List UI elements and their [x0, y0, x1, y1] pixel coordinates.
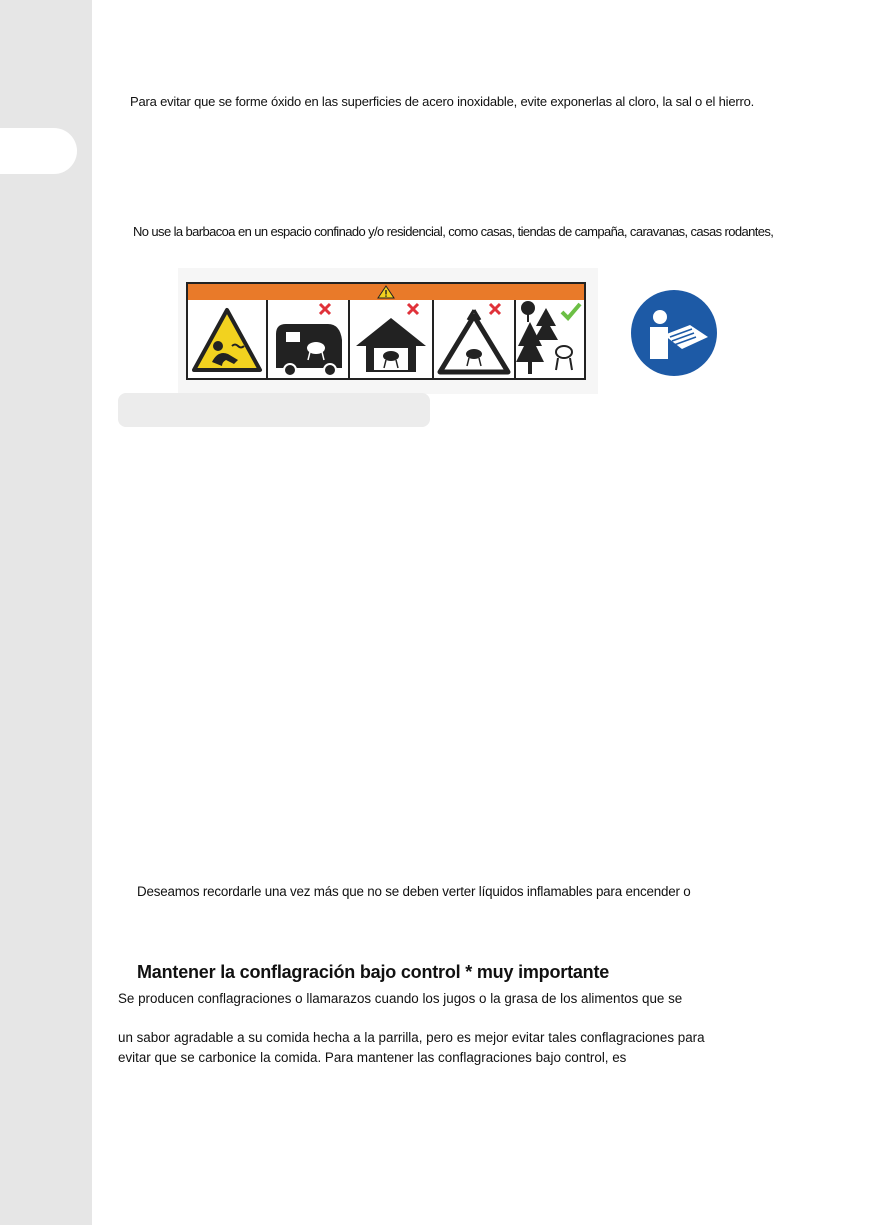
outdoor-ok-icon [516, 300, 584, 378]
gray-label-bar [118, 393, 430, 427]
read-manual-icon [630, 289, 718, 377]
rust-warning-text: Para evitar que se forme óxido en las superficies de acero inoxidable, evite exponerlas al cloro, la sal o el hierro. [130, 94, 755, 109]
section-paragraph-line-3: evitar que se carbonice la comida. Para mantener las conflagraciones bajo control, es [118, 1050, 627, 1065]
safety-sign-panel [178, 268, 598, 394]
flammable-liquids-text: Deseamos recordarle una vez más que no se deben verter líquidos inflamables para encender o [137, 884, 691, 899]
safety-sign [186, 282, 586, 380]
section-heading: Mantener la conflagración bajo control * muy importante [137, 962, 610, 982]
no-house-icon [350, 300, 432, 378]
sign-cell-outdoor [516, 300, 586, 378]
sign-header [188, 284, 584, 300]
no-tent-icon [434, 300, 514, 378]
sign-cell-tent [434, 300, 516, 378]
confined-space-warning-text: No use la barbacoa en un espacio confinado y/o residencial, como casas, tiendas de campaña, caravanas, casas rodantes, [133, 224, 774, 239]
warning-triangle-icon [188, 284, 584, 300]
section-paragraph-line-2: un sabor agradable a su comida hecha a la parrilla, pero es mejor evitar tales conflagraciones para [118, 1030, 705, 1045]
sign-cell-caravan [268, 300, 350, 378]
sign-cell-co [188, 300, 268, 378]
side-tab [0, 128, 77, 174]
section-paragraph-line-1: Se producen conflagraciones o llamarazos cuando los jugos o la grasa de los alimentos que se [118, 991, 683, 1006]
sign-cell-house [350, 300, 434, 378]
page-sidebar [0, 0, 92, 1225]
no-caravan-icon [268, 300, 348, 378]
co-poisoning-icon [188, 300, 266, 378]
